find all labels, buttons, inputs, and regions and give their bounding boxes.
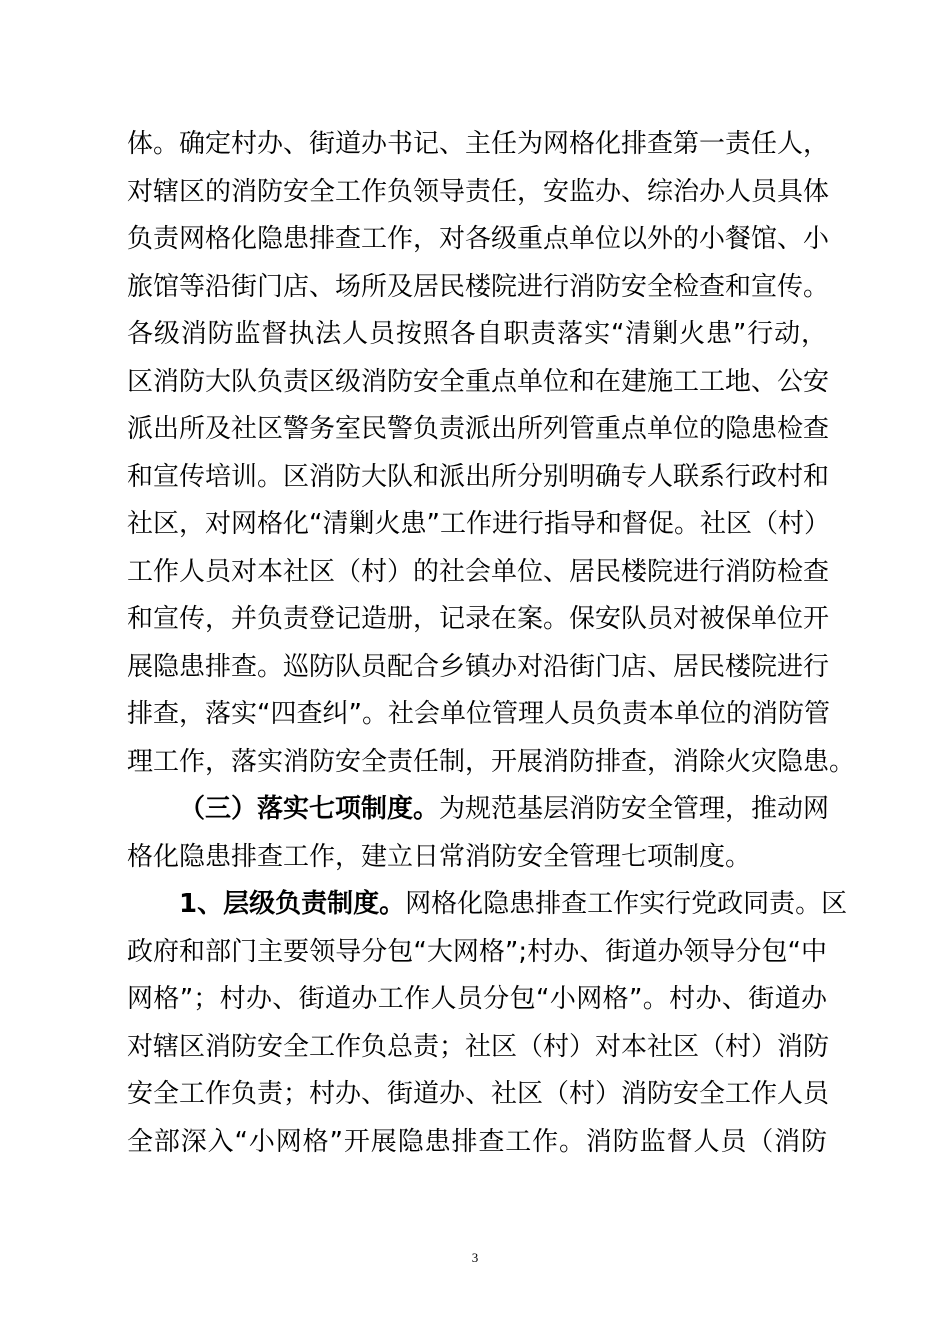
paragraph-line: 和宣传，并负责登记造册，记录在案。保安队员对被保单位开 xyxy=(127,604,830,634)
paragraph-line: 网格”；村办、街道办工作人员分包“小网格”。村办、街道办 xyxy=(127,984,827,1014)
paragraph-line: 安全工作负责；村办、街道办、社区（村）消防安全工作人员 xyxy=(127,1079,830,1109)
paragraph-line: 派出所及社区警务室民警负责派出所列管重点单位的隐患检查 xyxy=(127,414,830,444)
paragraph-line: 理工作，落实消防安全责任制，开展消防排查，消除火灾隐患。 xyxy=(127,746,856,777)
paragraph-line: 负责网格化隐患排查工作，对各级重点单位以外的小餐馆、小 xyxy=(127,224,830,254)
paragraph-line: 各级消防监督执法人员按照各自职责落实“清剿火患”行动， xyxy=(127,319,827,349)
paragraph-line: 政府和部门主要领导分包“大网格”;村办、街道办领导分包“中 xyxy=(127,936,827,967)
item-1-heading: 1、层级负责制度。 xyxy=(179,889,406,919)
paragraph-line: 对辖区的消防安全工作负领导责任，安监办、综治办人员具体 xyxy=(127,176,830,207)
section-3-line xyxy=(127,786,830,834)
paragraph-line: 和宣传培训。区消防大队和派出所分别明确专人联系行政村和 xyxy=(127,461,830,492)
paragraph-line: 展隐患排查。巡防队员配合乡镇办对沿街门店、居民楼院进行 xyxy=(127,651,830,682)
section-3-text: 为规范基层消防安全管理，推动网 xyxy=(439,794,830,824)
paragraph-line: 格化隐患排查工作，建立日常消防安全管理七项制度。 xyxy=(127,841,752,872)
page-number: 3 xyxy=(471,1250,479,1265)
paragraph-line: 工作人员对本社区（村）的社会单位、居民楼院进行消防检查 xyxy=(127,556,830,587)
item-1-text: 网格化隐患排查工作实行党政同责。区 xyxy=(405,889,848,919)
paragraph-line: 全部深入“小网格”开展隐患排查工作。消防监督人员（消防 xyxy=(127,1126,827,1157)
paragraph-line: 区消防大队负责区级消防安全重点单位和在建施工工地、公安 xyxy=(127,366,830,397)
item-1-line xyxy=(127,881,848,929)
paragraph-line: 对辖区消防安全工作负总责；社区（村）对本社区（村）消防 xyxy=(127,1031,830,1062)
section-3-heading: （三）落实七项制度。 xyxy=(179,794,440,824)
paragraph-line: 排查，落实“四查纠”。社会单位管理人员负责本单位的消防管 xyxy=(127,699,830,729)
body-text xyxy=(127,121,856,1166)
paragraph-line: 社区，对网格化“清剿火患”工作进行指导和督促。社区（村） xyxy=(127,509,830,539)
paragraph-line: 体。确定村办、街道办书记、主任为网格化排查第一责任人， xyxy=(127,129,830,159)
paragraph-line: 旅馆等沿街门店、场所及居民楼院进行消防安全检查和宣传。 xyxy=(127,271,830,302)
